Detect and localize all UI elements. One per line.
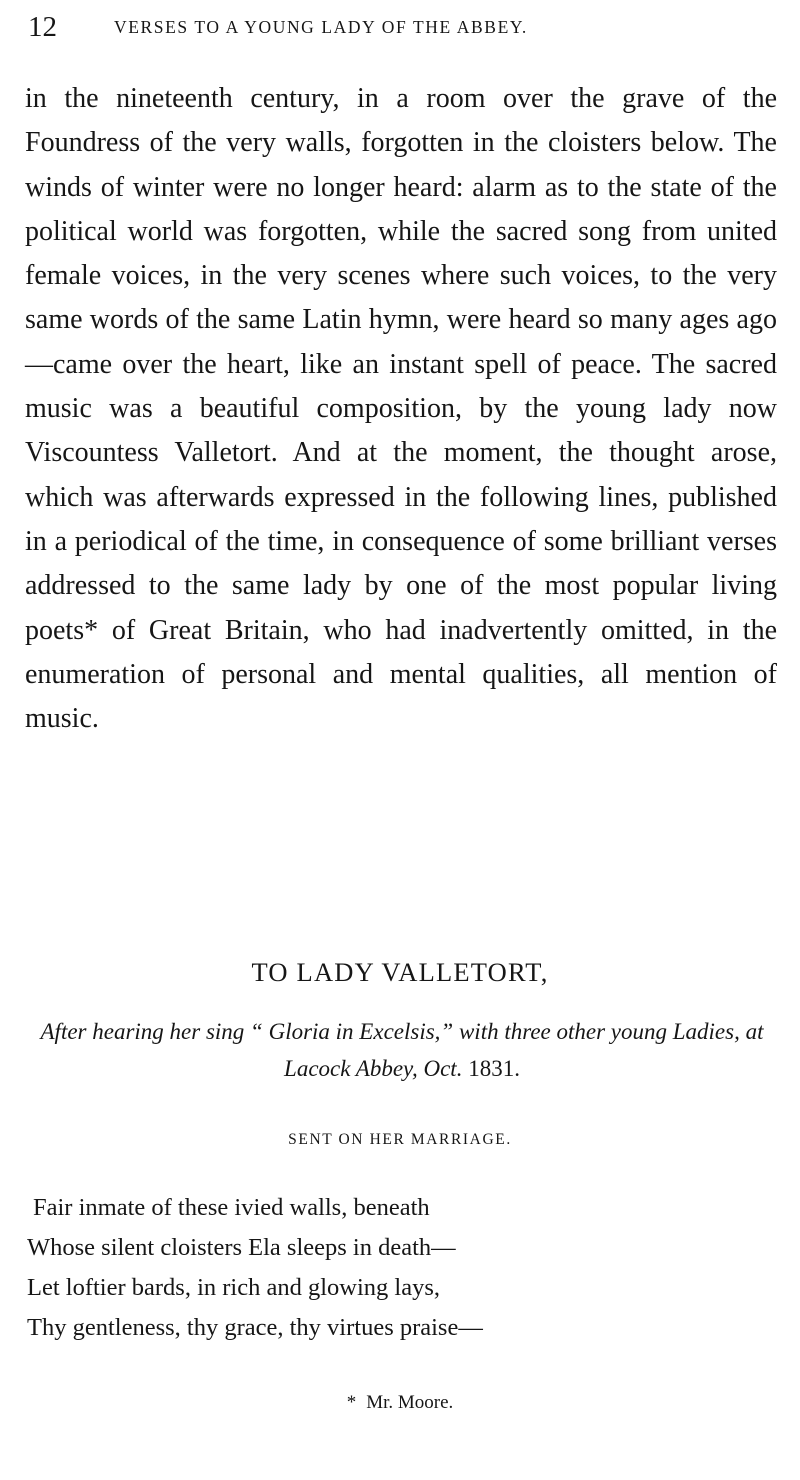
- body-paragraph: in the nineteenth century, in a room over the grave of the Foundress of the very walls, forgotten in the cloisters below. The winds of winter were no longer heard: alarm as to the state of the political world was forgotten, while the sacred song from united female voices, in the very scenes where such voices, to the very same words of the same Latin hymn, were heard so many ages ago—came over the heart, like an instant spell of peace. The sacred music was a beautiful composition, by the young lady now Viscountess Valletort. And at the moment, the thought arose, which was afterwards expressed in the following lines, published in a periodical of the time, in consequence of some brilliant verses addressed to the same lady by one of the most popular living poets* of Great Britain, who had inadvertently omitted, in the enumeration of personal and mental qualities, all mention of music.: [25, 83, 777, 735]
- page-number: 12: [28, 11, 57, 43]
- running-title: VERSES TO A YOUNG LADY OF THE ABBEY.: [114, 17, 528, 37]
- running-head: [28, 10, 778, 44]
- poem-line: Thy gentleness, thy grace, thy virtues praise—: [27, 1314, 483, 1341]
- poem-title: TO LADY VALLETORT,: [251, 957, 549, 987]
- poem-subtitle-year: 1831.: [468, 1056, 520, 1081]
- poem-dedication: SENT ON HER MARRIAGE.: [288, 1131, 512, 1148]
- poem-line: Let loftier bards, in rich and glowing lays,: [27, 1274, 440, 1301]
- poem-line: Fair inmate of these ivied walls, beneath: [33, 1194, 430, 1221]
- footnote-marker: *: [346, 1392, 357, 1413]
- poem-subtitle: [30, 1013, 774, 1087]
- poem-subtitle-italic: After hearing her sing “ Gloria in Excelsis,” with three other young Ladies, at Lacock Abbey, Oct.: [40, 1019, 764, 1081]
- footnote: [0, 1388, 800, 1418]
- poem-stanza: [27, 1188, 767, 1348]
- poem-line: Whose silent cloisters Ela sleeps in death—: [27, 1234, 456, 1261]
- footnote-text: Mr. Moore.: [366, 1392, 454, 1413]
